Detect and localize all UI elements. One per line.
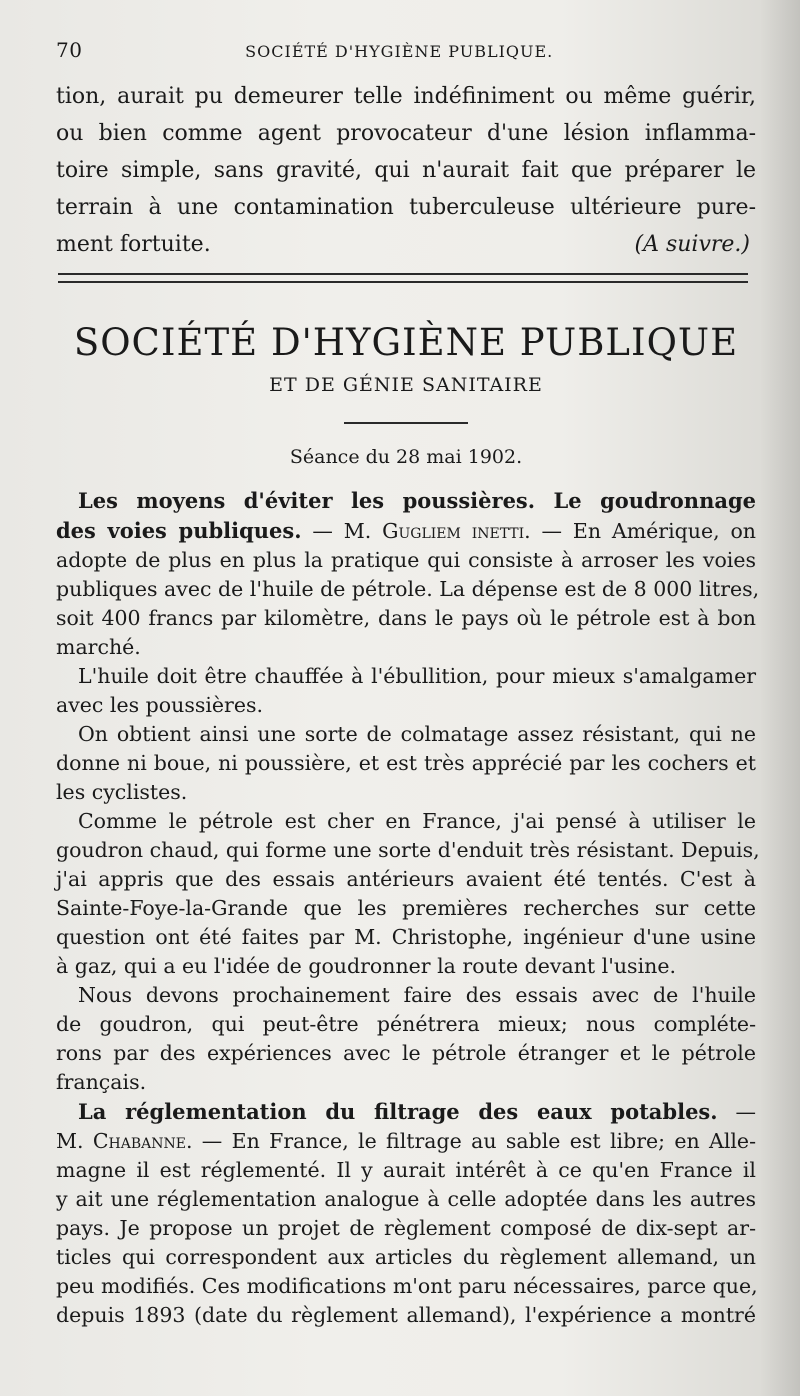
- heading-dash: —: [717, 1100, 756, 1124]
- text-line: à gaz, qui a eu l'idée de goudronner la route devant l'usine.: [56, 954, 676, 978]
- text-line: tion, aurait pu demeurer telle indéfiniment ou même guérir,: [56, 84, 756, 109]
- text-line: toire simple, sans gravité, qui n'aurait fait que préparer le: [56, 158, 756, 183]
- author-name: Gugliem inetti.: [382, 519, 531, 543]
- heading-text: La réglementation du filtrage des eaux potables.: [78, 1099, 718, 1124]
- section-heading-line2: [56, 1127, 756, 1156]
- heading-text: Les moyens d'éviter les poussières. Le goudronnage: [78, 488, 756, 513]
- section-heading: [56, 1097, 756, 1127]
- seance-date: Séance du 28 mai 1902.: [289, 446, 523, 468]
- text-line: soit 400 francs par kilomètre, dans le pays où le pétrole est à bon: [56, 606, 756, 630]
- text-line: L'huile doit être chauffée à l'ébullition, pour mieux s'amalgamer: [78, 664, 756, 688]
- page-edge-shadow: [760, 0, 800, 1396]
- heading-text: des voies publiques.: [56, 518, 302, 543]
- text-line: les cyclistes.: [56, 780, 188, 804]
- text-line: de goudron, qui peut-être pénétrera mieux; nous compléte-: [56, 1012, 756, 1036]
- short-divider: [344, 422, 468, 424]
- page-number: 70: [56, 38, 83, 62]
- text-line: ticles qui correspondent aux articles du règlement allemand, un: [56, 1245, 756, 1269]
- section-moyens-poussieres: [56, 486, 760, 1097]
- text-line: pays. Je propose un projet de règlement composé de dix-sept ar-: [56, 1216, 756, 1240]
- text-fragment: . — En France, le filtrage au sable est libre; en Alle-: [185, 1129, 756, 1153]
- author-name: Chabanne: [92, 1129, 186, 1153]
- running-head-title: SOCIÉTÉ D'HYGIÈNE PUBLIQUE.: [245, 42, 554, 61]
- text-line: terrain à une contamination tuberculeuse ultérieure pure-: [56, 195, 756, 220]
- text-line: j'ai appris que des essais antérieurs avaient été tentés. C'est à: [56, 867, 756, 891]
- text-line: goudron chaud, qui forme une sorte d'enduit très résistant. Depuis,: [56, 838, 760, 862]
- text-line: marché.: [56, 635, 141, 659]
- text-line: Sainte-Foye-la-Grande que les premières recherches sur cette: [56, 896, 756, 920]
- text-line: peu modifiés. Ces modifications m'ont paru nécessaires, parce que,: [56, 1274, 758, 1298]
- heading-dash: — M.: [301, 519, 383, 543]
- text-line: y ait une réglementation analogue à celle adoptée dans les autres: [56, 1187, 756, 1211]
- intro-paragraph: [56, 78, 756, 263]
- text-line: depuis 1893 (date du règlement allemand), l'expérience a montré: [56, 1303, 756, 1327]
- text-line: On obtient ainsi une sorte de colmatage assez résistant, qui ne: [78, 722, 756, 746]
- text-line: avec les poussières.: [56, 693, 264, 717]
- text-line: français.: [56, 1070, 147, 1094]
- text-line: Nous devons prochainement faire des essais avec de l'huile: [78, 983, 756, 1007]
- text-line: donne ni boue, ni poussière, et est très apprécié par les cochers et: [56, 751, 756, 775]
- society-title: SOCIÉTÉ D'HYGIÈNE PUBLIQUE: [73, 321, 739, 364]
- intro-last-line: [56, 226, 756, 263]
- text-line: publiques avec de l'huile de pétrole. La dépense est de 8 000 litres,: [56, 577, 760, 601]
- society-subtitle: ET DE GÉNIE SANITAIRE: [269, 374, 543, 396]
- section-heading: [56, 486, 756, 516]
- text-line: ment fortuite.: [56, 232, 211, 257]
- text-line: magne il est réglementé. Il y aurait intérêt à ce qu'en France il: [56, 1158, 756, 1182]
- text-line: Comme le pétrole est cher en France, j'ai pensé à utiliser le: [78, 809, 756, 833]
- running-head: [56, 38, 756, 78]
- text-line: rons par des expériences avec le pétrole étranger et le pétrole: [56, 1041, 756, 1065]
- text-line: question ont été faites par M. Christophe, ingénieur d'une usine: [56, 925, 756, 949]
- text-fragment: M.: [56, 1129, 93, 1153]
- text-line: ou bien comme agent provocateur d'une lésion inflamma-: [56, 121, 756, 146]
- text-line: adopte de plus en plus la pratique qui consiste à arroser les voies: [56, 548, 756, 572]
- section-filtrage-eaux: [56, 1097, 756, 1330]
- text-fragment: — En Amérique, on: [530, 519, 756, 543]
- section-heading-line2: [56, 516, 756, 546]
- double-divider: [58, 273, 748, 283]
- a-suivre-note: (A suivre.): [634, 232, 750, 257]
